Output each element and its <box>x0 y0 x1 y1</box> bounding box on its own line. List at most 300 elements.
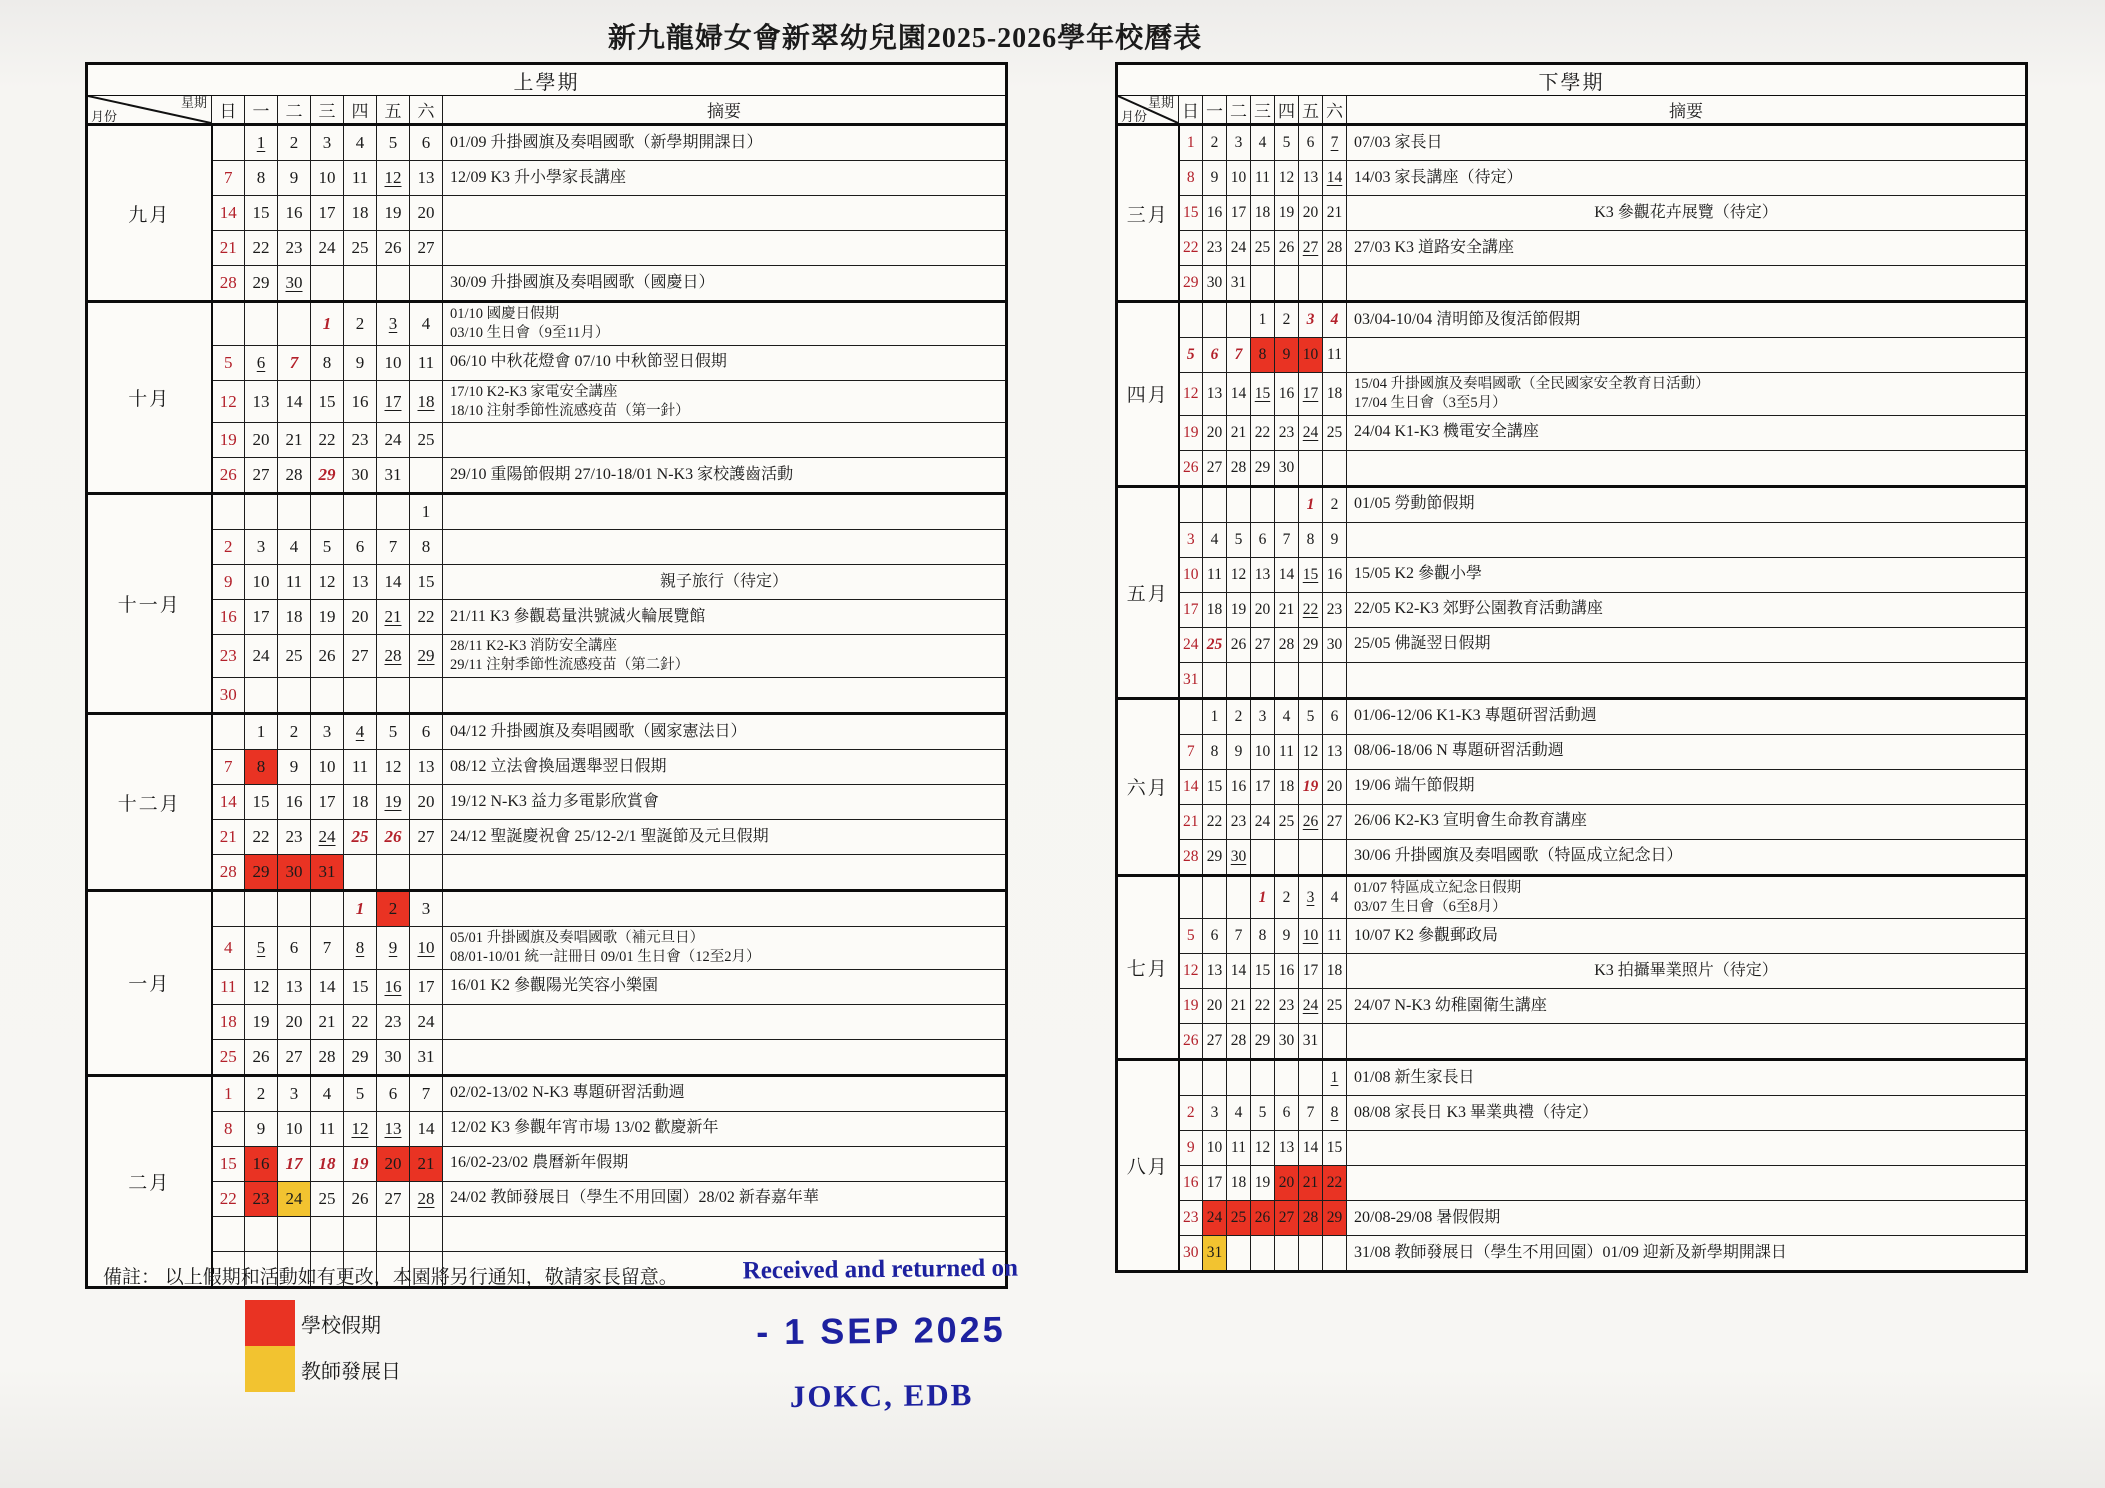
day-cell: 22 <box>212 1181 245 1216</box>
day-cell: 27 <box>1251 627 1275 662</box>
day-cell: 24 <box>1179 627 1203 662</box>
day-cell: 16 <box>1203 196 1227 231</box>
summary-cell <box>1347 1131 2027 1166</box>
day-cell <box>245 678 278 714</box>
day-cell: 13 <box>344 565 377 600</box>
day-cell: 7 <box>1227 338 1251 373</box>
weekday-header: 二 <box>278 96 311 125</box>
day-cell: 27 <box>1203 450 1227 486</box>
day-cell: 18 <box>311 1146 344 1181</box>
day-cell: 13 <box>377 1111 410 1146</box>
second-term-table <box>1115 62 2028 1273</box>
day-cell: 24 <box>1299 989 1323 1024</box>
summary-cell <box>1347 662 2027 698</box>
summary-cell <box>443 678 1007 714</box>
day-cell: 21 <box>1179 804 1203 839</box>
day-cell <box>245 494 278 530</box>
day-cell <box>410 855 443 891</box>
day-cell: 6 <box>1203 338 1227 373</box>
day-cell <box>278 494 311 530</box>
day-cell: 17 <box>278 1146 311 1181</box>
summary-cell <box>443 196 1007 231</box>
day-cell: 11 <box>311 1111 344 1146</box>
day-cell: 10 <box>377 345 410 380</box>
day-cell: 3 <box>1299 302 1323 338</box>
day-cell: 11 <box>1275 734 1299 769</box>
weekday-header: 日 <box>212 96 245 125</box>
day-cell <box>377 855 410 891</box>
day-cell: 27 <box>1275 1201 1299 1236</box>
summary-cell: 06/10 中秋花燈會 07/10 中秋節翌日假期 <box>443 345 1007 380</box>
day-cell: 29 <box>1203 839 1227 875</box>
day-cell: 24 <box>1203 1201 1227 1236</box>
day-cell <box>344 266 377 302</box>
day-cell: 9 <box>212 565 245 600</box>
weekday-header: 五 <box>377 96 410 125</box>
day-cell: 13 <box>278 969 311 1004</box>
day-cell <box>278 678 311 714</box>
day-cell: 30 <box>1227 839 1251 875</box>
summary-cell <box>443 494 1007 530</box>
day-cell: 25 <box>1251 231 1275 266</box>
day-cell <box>245 302 278 346</box>
weekday-header: 三 <box>1251 96 1275 125</box>
day-cell: 22 <box>1323 1166 1347 1201</box>
summary-cell <box>443 1216 1007 1251</box>
day-cell <box>1323 266 1347 302</box>
month-corner-label: 月份 <box>1121 109 1148 124</box>
day-cell <box>1203 662 1227 698</box>
day-cell: 10 <box>410 927 443 970</box>
day-cell: 10 <box>1203 1131 1227 1166</box>
summary-cell: 親子旅行（待定） <box>443 565 1007 600</box>
summary-cell: 22/05 K2-K3 郊野公園教育活動講座 <box>1347 592 2027 627</box>
day-cell: 29 <box>344 1039 377 1075</box>
day-cell <box>1299 266 1323 302</box>
day-cell <box>212 891 245 927</box>
day-cell: 5 <box>377 125 410 161</box>
day-cell: 6 <box>377 1075 410 1111</box>
day-cell: 27 <box>245 458 278 494</box>
day-cell: 23 <box>344 423 377 458</box>
summary-cell <box>443 1039 1007 1075</box>
day-cell: 6 <box>278 927 311 970</box>
summary-cell: 30/06 升掛國旗及奏唱國歌（特區成立紀念日） <box>1347 839 2027 875</box>
day-cell: 7 <box>377 530 410 565</box>
day-cell: 22 <box>1251 989 1275 1024</box>
day-cell: 11 <box>278 565 311 600</box>
day-cell: 23 <box>278 820 311 855</box>
day-cell <box>1203 1060 1227 1096</box>
summary-cell <box>443 855 1007 891</box>
day-cell: 20 <box>278 1004 311 1039</box>
day-cell <box>1251 839 1275 875</box>
day-cell: 6 <box>1299 125 1323 161</box>
week-corner-label: 星期 <box>180 95 207 110</box>
day-cell: 26 <box>1227 627 1251 662</box>
day-cell: 11 <box>212 969 245 1004</box>
day-cell: 1 <box>1299 486 1323 522</box>
day-cell: 19 <box>377 785 410 820</box>
day-cell: 18 <box>1275 769 1299 804</box>
day-cell: 8 <box>1251 338 1275 373</box>
day-cell: 29 <box>1251 1024 1275 1060</box>
day-cell: 1 <box>245 125 278 161</box>
second-term-calendar <box>1115 62 2028 1273</box>
legend <box>245 1300 401 1392</box>
legend-swatch <box>245 1346 295 1392</box>
day-cell: 8 <box>1179 161 1203 196</box>
summary-cell: 24/02 教師發展日（學生不用回園）28/02 新春嘉年華 <box>443 1181 1007 1216</box>
day-cell: 18 <box>1251 196 1275 231</box>
day-cell: 21 <box>410 1146 443 1181</box>
month-label: 十月 <box>87 302 212 494</box>
month-label: 五月 <box>1117 486 1179 698</box>
day-cell: 28 <box>1299 1201 1323 1236</box>
day-cell <box>1275 662 1299 698</box>
day-cell: 26 <box>1275 231 1299 266</box>
day-cell: 2 <box>1227 698 1251 734</box>
day-cell: 21 <box>377 600 410 635</box>
week-corner-label: 星期 <box>1147 95 1174 110</box>
day-cell: 25 <box>1323 415 1347 450</box>
day-cell: 19 <box>1275 196 1299 231</box>
day-cell: 26 <box>1299 804 1323 839</box>
day-cell: 26 <box>1179 1024 1203 1060</box>
day-cell: 24 <box>1227 231 1251 266</box>
day-cell: 19 <box>344 1146 377 1181</box>
day-cell: 21 <box>1275 592 1299 627</box>
day-cell: 5 <box>1299 698 1323 734</box>
day-cell: 10 <box>311 161 344 196</box>
legend-item <box>245 1346 401 1392</box>
day-cell: 15 <box>311 380 344 423</box>
day-cell <box>1227 1060 1251 1096</box>
day-cell: 1 <box>311 302 344 346</box>
day-cell: 4 <box>1323 302 1347 338</box>
day-cell: 23 <box>278 231 311 266</box>
day-cell <box>1227 662 1251 698</box>
day-cell <box>344 855 377 891</box>
summary-cell <box>443 231 1007 266</box>
day-cell: 16 <box>245 1146 278 1181</box>
day-cell: 11 <box>1251 161 1275 196</box>
day-cell: 18 <box>1227 1166 1251 1201</box>
day-cell <box>410 458 443 494</box>
day-cell: 8 <box>1323 1096 1347 1131</box>
month-label: 八月 <box>1117 1060 1179 1272</box>
summary-cell: 01/10 國慶日假期 03/10 生日會（9至11月） <box>443 302 1007 346</box>
summary-cell: 16/01 K2 參觀陽光笑容小樂園 <box>443 969 1007 1004</box>
day-cell: 25 <box>410 423 443 458</box>
day-cell: 12 <box>1275 161 1299 196</box>
day-cell: 15 <box>344 969 377 1004</box>
day-cell: 18 <box>1323 954 1347 989</box>
summary-cell <box>1347 1024 2027 1060</box>
day-cell: 28 <box>1179 839 1203 875</box>
day-cell: 24 <box>410 1004 443 1039</box>
day-cell: 3 <box>278 1075 311 1111</box>
summary-cell: 21/11 K3 參觀葛量洪號滅火輪展覽館 <box>443 600 1007 635</box>
summary-cell <box>1347 266 2027 302</box>
day-cell: 29 <box>1251 450 1275 486</box>
day-cell: 14 <box>1227 954 1251 989</box>
corner-cell <box>1117 96 1179 125</box>
day-cell: 27 <box>1323 804 1347 839</box>
day-cell: 1 <box>344 891 377 927</box>
day-cell: 27 <box>344 635 377 678</box>
day-cell: 26 <box>311 635 344 678</box>
day-cell: 3 <box>1179 522 1203 557</box>
day-cell <box>1227 302 1251 338</box>
day-cell: 7 <box>1179 734 1203 769</box>
summary-cell: 24/12 聖誕慶祝會 25/12-2/1 聖誕節及元旦假期 <box>443 820 1007 855</box>
day-cell: 30 <box>1203 266 1227 302</box>
day-cell <box>245 891 278 927</box>
semester-header: 上學期 <box>87 64 1007 96</box>
day-cell: 1 <box>410 494 443 530</box>
received-stamp <box>725 1254 1037 1415</box>
day-cell: 10 <box>278 1111 311 1146</box>
day-cell <box>377 266 410 302</box>
day-cell: 6 <box>344 530 377 565</box>
day-cell <box>245 1216 278 1251</box>
day-cell <box>278 1216 311 1251</box>
day-cell: 27 <box>278 1039 311 1075</box>
day-cell: 9 <box>1275 919 1299 954</box>
day-cell: 1 <box>212 1075 245 1111</box>
day-cell: 22 <box>1179 231 1203 266</box>
day-cell: 24 <box>245 635 278 678</box>
day-cell <box>1251 662 1275 698</box>
day-cell: 20 <box>1203 415 1227 450</box>
day-cell <box>377 1216 410 1251</box>
day-cell: 3 <box>245 530 278 565</box>
day-cell: 4 <box>1227 1096 1251 1131</box>
day-cell: 6 <box>1203 919 1227 954</box>
day-cell: 9 <box>377 927 410 970</box>
day-cell: 4 <box>1251 125 1275 161</box>
day-cell: 23 <box>212 635 245 678</box>
day-cell <box>1251 486 1275 522</box>
day-cell <box>344 1216 377 1251</box>
day-cell: 16 <box>278 785 311 820</box>
weekday-header: 日 <box>1179 96 1203 125</box>
day-cell: 4 <box>344 714 377 750</box>
day-cell: 4 <box>311 1075 344 1111</box>
day-cell: 30 <box>1179 1236 1203 1272</box>
day-cell: 25 <box>1203 627 1227 662</box>
day-cell: 4 <box>410 302 443 346</box>
day-cell <box>1203 302 1227 338</box>
day-cell: 22 <box>1251 415 1275 450</box>
day-cell: 17 <box>311 196 344 231</box>
day-cell: 16 <box>1323 557 1347 592</box>
day-cell: 14 <box>1179 769 1203 804</box>
day-cell <box>1323 662 1347 698</box>
day-cell: 3 <box>1227 125 1251 161</box>
day-cell: 4 <box>1323 875 1347 919</box>
day-cell: 4 <box>1203 522 1227 557</box>
day-cell: 14 <box>212 785 245 820</box>
stamp-line-3: JOKC, EDB <box>789 1377 974 1414</box>
day-cell <box>1323 1024 1347 1060</box>
day-cell: 22 <box>1299 592 1323 627</box>
day-cell: 12 <box>377 750 410 785</box>
day-cell: 12 <box>1179 954 1203 989</box>
day-cell: 4 <box>212 927 245 970</box>
day-cell: 10 <box>1179 557 1203 592</box>
day-cell <box>344 494 377 530</box>
day-cell: 29 <box>1323 1201 1347 1236</box>
day-cell: 11 <box>1227 1131 1251 1166</box>
day-cell: 31 <box>1299 1024 1323 1060</box>
summary-cell <box>1347 338 2027 373</box>
day-cell <box>1179 486 1203 522</box>
day-cell: 11 <box>1323 919 1347 954</box>
day-cell <box>410 1216 443 1251</box>
day-cell: 19 <box>1251 1166 1275 1201</box>
day-cell: 16 <box>1179 1166 1203 1201</box>
day-cell: 18 <box>410 380 443 423</box>
day-cell <box>1323 450 1347 486</box>
summary-cell: 02/02-13/02 N-K3 專題研習活動週 <box>443 1075 1007 1111</box>
day-cell: 4 <box>278 530 311 565</box>
day-cell: 3 <box>377 302 410 346</box>
summary-cell: 15/04 升掛國旗及奏唱國歌（全民國家安全教育日活動） 17/04 生日會（3至5月） <box>1347 373 2027 416</box>
day-cell <box>1251 1060 1275 1096</box>
summary-cell: 05/01 升掛國旗及奏唱國歌（補元旦日） 08/01-10/01 統一註冊日 09/01 生日會（12至2月） <box>443 927 1007 970</box>
day-cell: 19 <box>377 196 410 231</box>
day-cell: 8 <box>245 750 278 785</box>
day-cell <box>1323 1236 1347 1272</box>
legend-item <box>245 1300 401 1346</box>
day-cell: 20 <box>1251 592 1275 627</box>
day-cell <box>1179 302 1203 338</box>
first-term-calendar <box>85 62 1008 1289</box>
day-cell <box>1275 266 1299 302</box>
summary-cell: 01/09 升掛國旗及奏唱國歌（新學期開課日） <box>443 125 1007 161</box>
day-cell: 15 <box>245 196 278 231</box>
day-cell: 2 <box>1275 302 1299 338</box>
day-cell: 13 <box>245 380 278 423</box>
day-cell: 24 <box>311 820 344 855</box>
day-cell: 6 <box>410 714 443 750</box>
summary-cell <box>443 1004 1007 1039</box>
day-cell: 12 <box>377 161 410 196</box>
day-cell: 21 <box>278 423 311 458</box>
day-cell: 20 <box>377 1146 410 1181</box>
summary-cell: 01/06-12/06 K1-K3 專題研習活動週 <box>1347 698 2027 734</box>
day-cell: 20 <box>1323 769 1347 804</box>
day-cell: 30 <box>278 266 311 302</box>
day-cell: 19 <box>1299 769 1323 804</box>
day-cell: 25 <box>344 820 377 855</box>
day-cell: 17 <box>1227 196 1251 231</box>
day-cell: 29 <box>311 458 344 494</box>
summary-cell: 07/03 家長日 <box>1347 125 2027 161</box>
summary-cell: K3 參觀花卉展覽（待定） <box>1347 196 2027 231</box>
day-cell: 31 <box>311 855 344 891</box>
day-cell: 8 <box>1299 522 1323 557</box>
day-cell: 2 <box>1203 125 1227 161</box>
day-cell <box>410 678 443 714</box>
day-cell: 22 <box>410 600 443 635</box>
day-cell: 5 <box>1227 522 1251 557</box>
day-cell: 6 <box>1275 1096 1299 1131</box>
day-cell: 15 <box>1299 557 1323 592</box>
day-cell: 3 <box>311 125 344 161</box>
footer-note: 備註： 以上假期和活動如有更改，本園將另行通知，敬請家長留意。 <box>103 1267 678 1288</box>
day-cell: 2 <box>212 530 245 565</box>
day-cell: 11 <box>1323 338 1347 373</box>
weekday-header: 六 <box>410 96 443 125</box>
day-cell: 7 <box>311 927 344 970</box>
day-cell: 21 <box>1299 1166 1323 1201</box>
page-title: 新九龍婦女會新翠幼兒園2025-2026學年校曆表 <box>607 23 1203 54</box>
day-cell <box>1227 1236 1251 1272</box>
day-cell <box>212 494 245 530</box>
day-cell: 22 <box>344 1004 377 1039</box>
day-cell: 2 <box>377 891 410 927</box>
corner-cell <box>87 96 212 125</box>
day-cell: 15 <box>1251 954 1275 989</box>
summary-cell <box>1347 450 2027 486</box>
day-cell: 8 <box>1251 919 1275 954</box>
day-cell <box>212 302 245 346</box>
month-corner-label: 月份 <box>91 109 118 124</box>
legend-label: 教師發展日 <box>301 1360 401 1383</box>
day-cell: 12 <box>344 1111 377 1146</box>
day-cell: 17 <box>1203 1166 1227 1201</box>
day-cell: 13 <box>1203 954 1227 989</box>
day-cell: 14 <box>1275 557 1299 592</box>
day-cell: 30 <box>377 1039 410 1075</box>
day-cell: 16 <box>344 380 377 423</box>
day-cell: 29 <box>1179 266 1203 302</box>
day-cell: 23 <box>377 1004 410 1039</box>
day-cell: 7 <box>1227 919 1251 954</box>
day-cell: 1 <box>1203 698 1227 734</box>
day-cell: 30 <box>1275 450 1299 486</box>
day-cell: 23 <box>1203 231 1227 266</box>
day-cell: 25 <box>311 1181 344 1216</box>
day-cell: 24 <box>377 423 410 458</box>
day-cell: 21 <box>1227 989 1251 1024</box>
day-cell: 6 <box>410 125 443 161</box>
day-cell: 26 <box>1179 450 1203 486</box>
summary-cell: 08/08 家長日 K3 畢業典禮（待定） <box>1347 1096 2027 1131</box>
legend-label: 學校假期 <box>301 1314 381 1337</box>
day-cell: 14 <box>311 969 344 1004</box>
summary-cell: 17/10 K2-K3 家電安全講座 18/10 注射季節性流感疫苗（第一針） <box>443 380 1007 423</box>
day-cell: 21 <box>1323 196 1347 231</box>
day-cell: 2 <box>1275 875 1299 919</box>
day-cell: 25 <box>278 635 311 678</box>
day-cell: 25 <box>344 231 377 266</box>
day-cell: 2 <box>1323 486 1347 522</box>
day-cell: 16 <box>212 600 245 635</box>
day-cell: 21 <box>212 820 245 855</box>
day-cell <box>278 302 311 346</box>
day-cell: 16 <box>1275 373 1299 416</box>
day-cell: 28 <box>1227 450 1251 486</box>
month-label: 四月 <box>1117 302 1179 487</box>
day-cell: 12 <box>1179 373 1203 416</box>
day-cell: 2 <box>245 1075 278 1111</box>
day-cell: 15 <box>1323 1131 1347 1166</box>
day-cell: 26 <box>245 1039 278 1075</box>
